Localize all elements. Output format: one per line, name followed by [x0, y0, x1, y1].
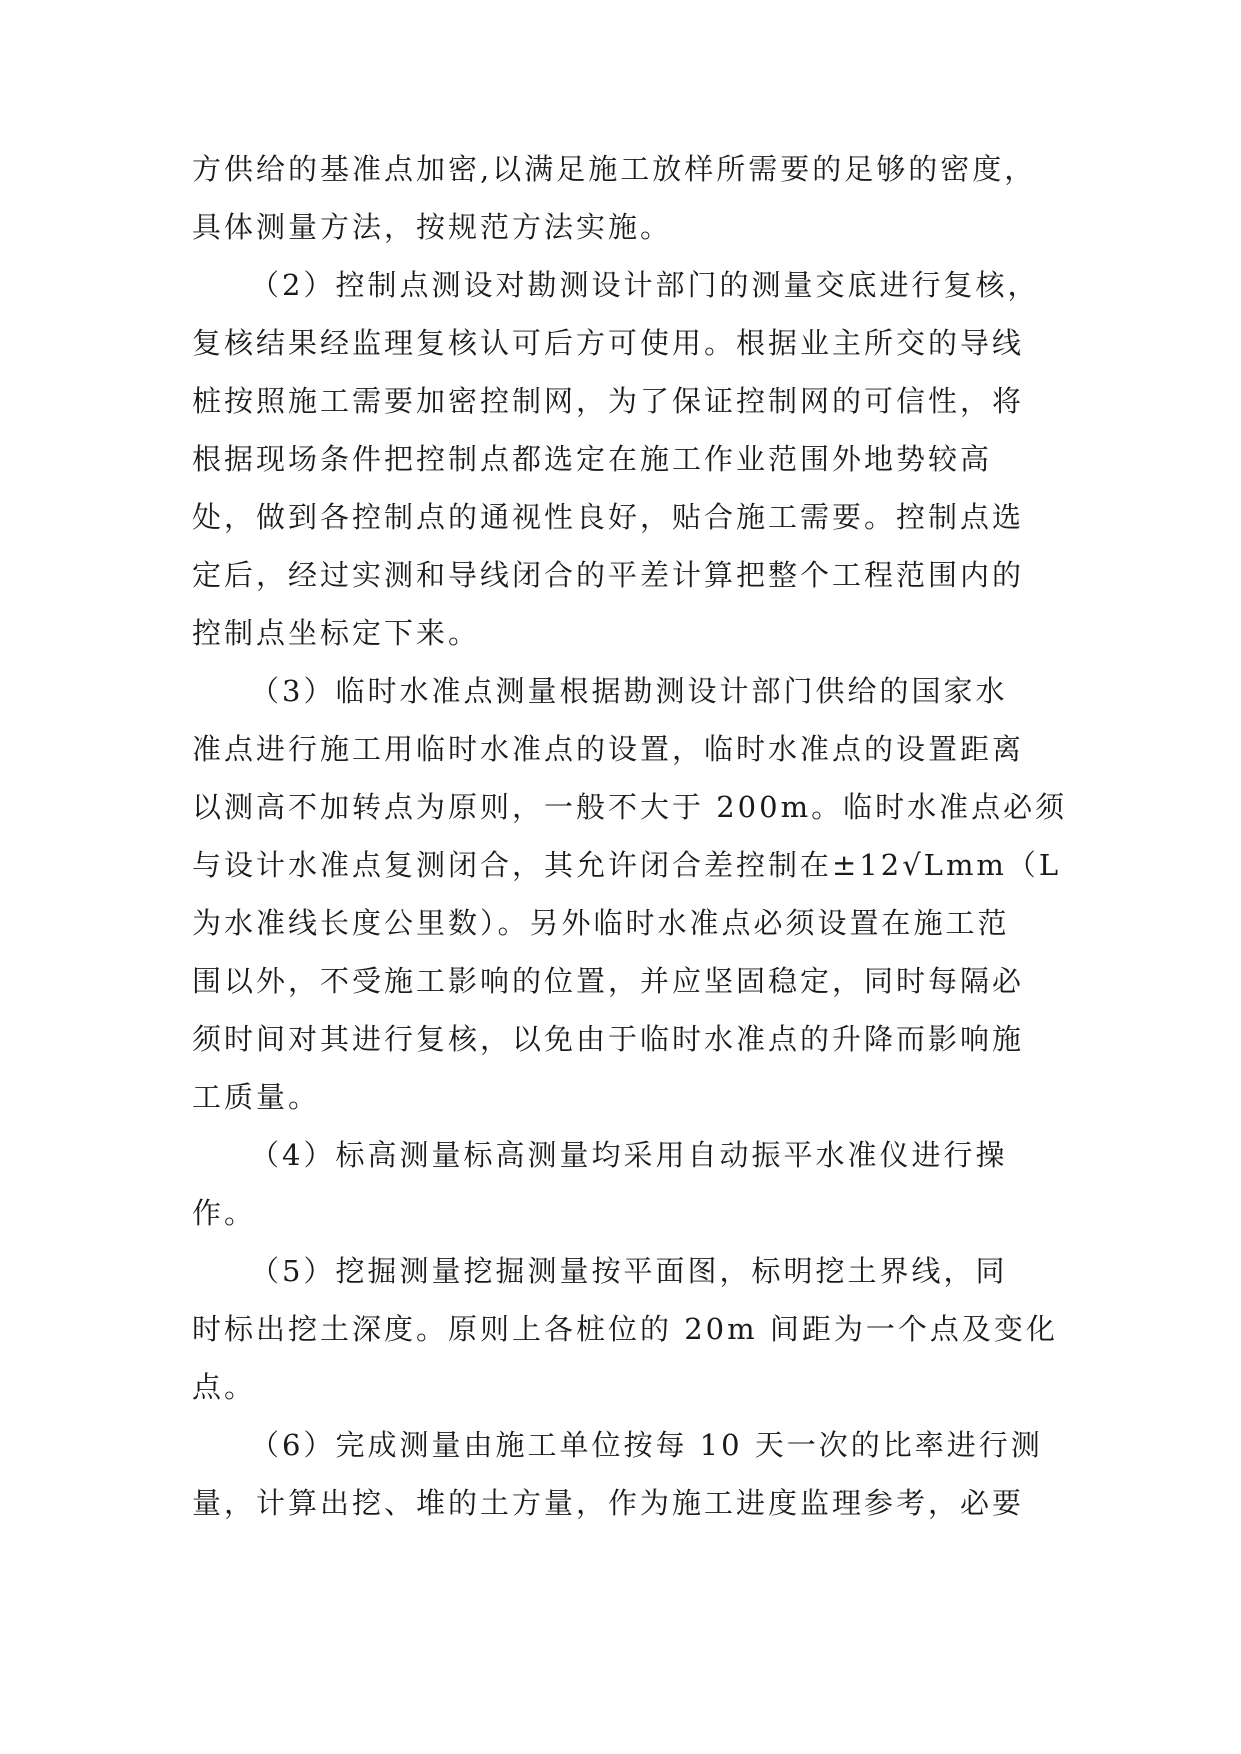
paragraph-3-start: （3）临时水准点测量根据勘测设计部门供给的国家水 [250, 674, 1008, 708]
text-line: 桩按照施工需要加密控制网，为了保证控制网的可信性，将 [192, 384, 1025, 418]
text-line: 为水准线长度公里数）。另外临时水准点必须设置在施工范 [192, 906, 1010, 940]
text-line: 定后，经过实测和导线闭合的平差计算把整个工程范围内的 [192, 558, 1025, 592]
text-line: 作。 [192, 1196, 257, 1230]
text-line: 以测高不加转点为原则，一般不大于 200m。临时水准点必须 [192, 790, 1068, 824]
text-line: 与设计水准点复测闭合，其允许闭合差控制在±12√Lmm（L [192, 848, 1062, 882]
text-line: 量，计算出挖、堆的土方量，作为施工进度监理参考，必要 [192, 1486, 1025, 1520]
text-line: 控制点坐标定下来。 [192, 616, 481, 650]
text-line: 须时间对其进行复核，以免由于临时水准点的升降而影响施 [192, 1022, 1025, 1056]
text-line: 复核结果经监理复核认可后方可使用。根据业主所交的导线 [192, 326, 1025, 360]
text-line: 方供给的基准点加密,以满足施工放样所需要的足够的密度， [192, 152, 1037, 186]
text-line: 时标出挖土深度。原则上各桩位的 20m 间距为一个点及变化 [192, 1312, 1058, 1346]
paragraph-5-start: （5）挖掘测量挖掘测量按平面图，标明挖土界线，同 [250, 1254, 1008, 1288]
text-line: 处，做到各控制点的通视性良好，贴合施工需要。控制点选 [192, 500, 1025, 534]
text-line: 工质量。 [192, 1080, 321, 1114]
text-line: 具体测量方法，按规范方法实施。 [192, 210, 673, 244]
text-line: 准点进行施工用临时水准点的设置，临时水准点的设置距离 [192, 732, 1025, 766]
paragraph-2-start: （2）控制点测设对勘测设计部门的测量交底进行复核， [250, 268, 1040, 302]
paragraph-4-start: （4）标高测量标高测量均采用自动振平水准仪进行操 [250, 1138, 1008, 1172]
text-line: 根据现场条件把控制点都选定在施工作业范围外地势较高 [192, 442, 993, 476]
text-line: 点。 [192, 1370, 257, 1404]
paragraph-6-start: （6）完成测量由施工单位按每 10 天一次的比率进行测 [250, 1428, 1043, 1462]
text-line: 围以外，不受施工影响的位置，并应坚固稳定，同时每隔必 [192, 964, 1025, 998]
